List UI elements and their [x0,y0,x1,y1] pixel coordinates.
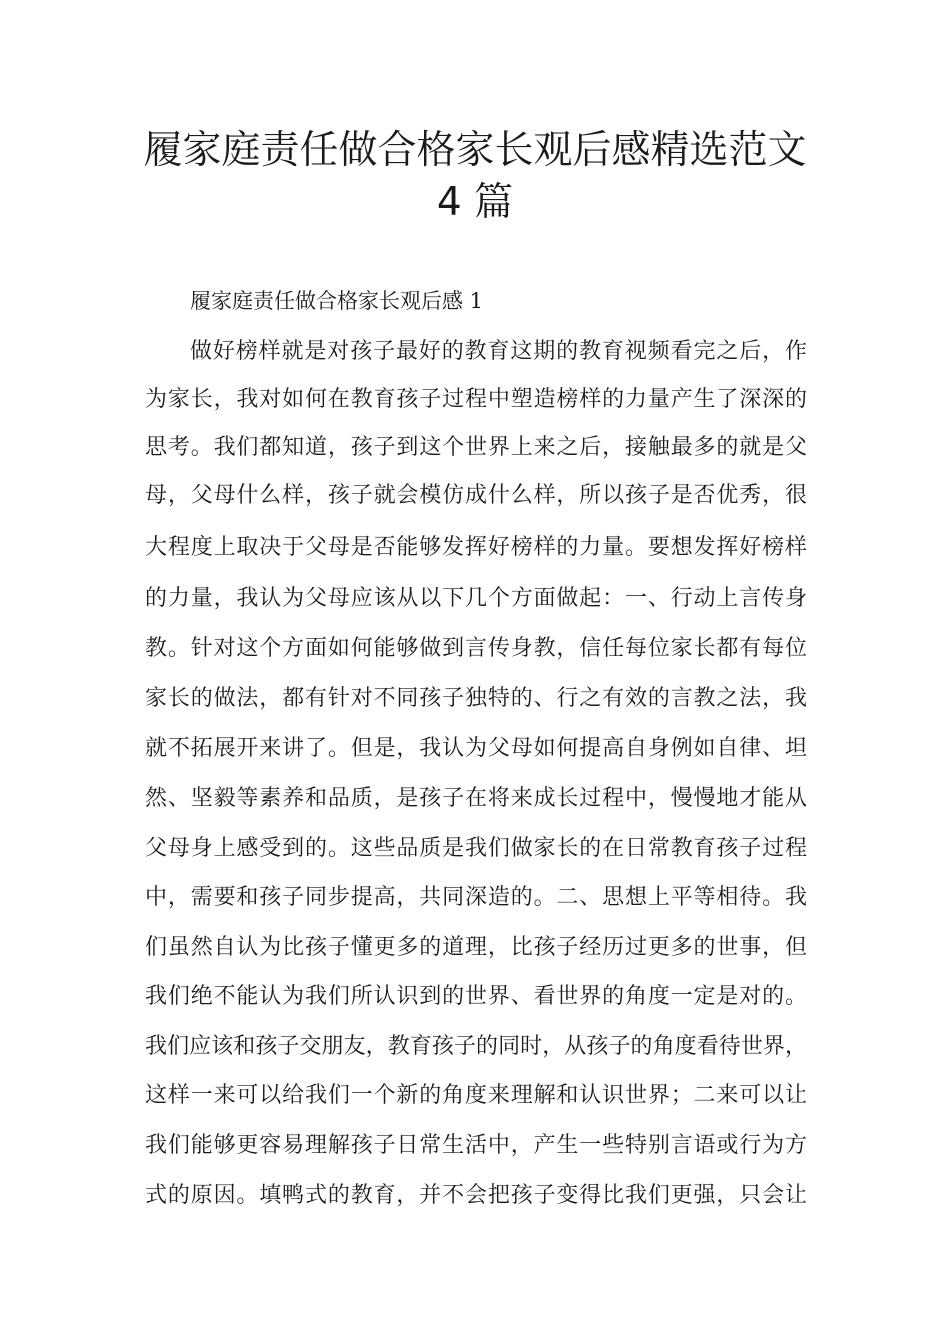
body-line: 思考。我们都知道，孩子到这个世界上来之后，接触最多的就是父 [145,435,807,460]
body-line: 这样一来可以给我们一个新的角度来理解和认识世界；二来可以让 [145,1083,807,1108]
document-title-line-2: 4 篇 [436,180,514,225]
body-line: 中，需要和孩子同步提高，共同深造的。二、思想上平等相待。我 [145,885,807,910]
document-title-line-1: 履家庭责任做合格家长观后感精选范文 [143,128,807,173]
section-heading: 履家庭责任做合格家长观后感 1 [190,289,484,313]
body-line: 父母身上感受到的。这些品质是我们做家长的在日常教育孩子过程 [145,836,807,861]
body-line: 我们能够更容易理解孩子日常生活中，产生一些特别言语或行为方 [145,1133,807,1158]
body-line: 母，父母什么样，孩子就会模仿成什么样，所以孩子是否优秀，很 [145,483,807,508]
body-line: 我们绝不能认为我们所认识到的世界、看世界的角度一定是对的。 [145,984,807,1009]
body-line: 做好榜样就是对孩子最好的教育这期的教育视频看完之后，作 [190,339,807,364]
body-line: 的力量，我认为父母应该从以下几个方面做起：一、行动上言传身 [145,586,807,611]
body-line: 教。针对这个方面如何能够做到言传身教，信任每位家长都有每位 [145,636,807,661]
body-line: 然、坚毅等素养和品质，是孩子在将来成长过程中，慢慢地才能从 [145,786,807,811]
body-line: 为家长，我对如何在教育孩子过程中塑造榜样的力量产生了深深的 [145,387,807,412]
body-line: 式的原因。填鸭式的教育，并不会把孩子变得比我们更强，只会让 [145,1183,807,1208]
body-line: 家长的做法，都有针对不同孩子独特的、行之有效的言教之法，我 [145,686,807,711]
body-line: 我们应该和孩子交朋友，教育孩子的同时，从孩子的角度看待世界， [145,1034,807,1059]
body-line: 们虽然自认为比孩子懂更多的道理，比孩子经历过更多的世事，但 [145,935,807,960]
body-line: 大程度上取决于父母是否能够发挥好榜样的力量。要想发挥好榜样 [145,535,807,560]
body-line: 就不拓展开来讲了。但是，我认为父母如何提高自身例如自律、坦 [145,736,807,761]
